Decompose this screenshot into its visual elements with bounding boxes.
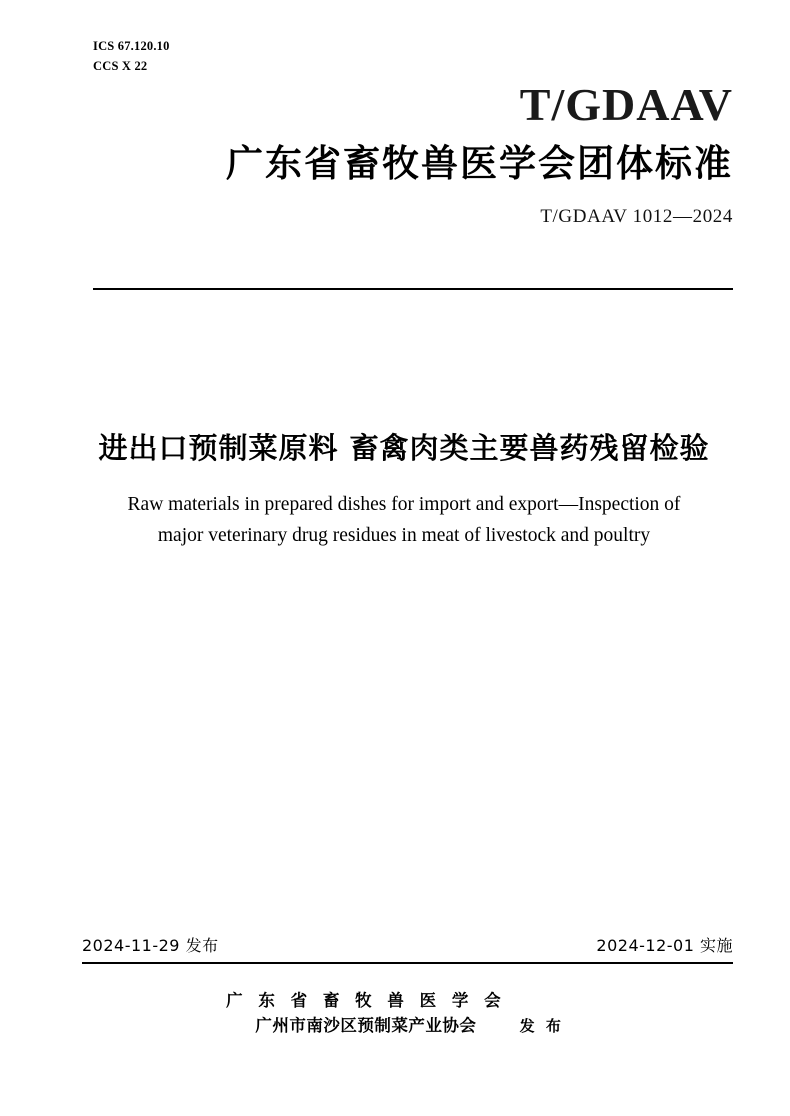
page-title-english-line2: major veterinary drug residues in meat of livestock and poultry [157,525,651,546]
classification-codes [93,36,170,76]
publisher-names [226,988,505,1038]
standard-number: T/GDAAV 1012—2024 [540,206,733,227]
date-row [82,933,733,956]
ics-code: ICS 67.120.10 [93,39,170,53]
title-block [75,425,733,551]
masthead [93,78,733,228]
publisher-name-secondary: 广州市南沙区预制菜产业协会 [255,1016,477,1035]
footer-divider [82,962,733,964]
publisher-block [0,988,790,1038]
page-title: 进出口预制菜原料 畜禽肉类主要兽药残留检验 [98,431,710,465]
header-divider [93,288,733,290]
implementation-date: 2024-12-01 实施 [596,936,733,955]
publish-label: 发 布 [519,1017,564,1035]
issue-date: 2024-11-29 发布 [82,936,219,955]
ccs-code: CCS X 22 [93,59,148,73]
organization-title: 广东省畜牧兽医学会团体标准 [226,142,733,185]
publisher-name-primary: 广 东 省 畜 牧 兽 医 学 会 [226,991,506,1010]
page-title-english-line1: Raw materials in prepared dishes for import and export—Inspection of [127,494,681,515]
page-title-english [75,489,733,551]
standard-mark: T/GDAAV [519,79,733,130]
